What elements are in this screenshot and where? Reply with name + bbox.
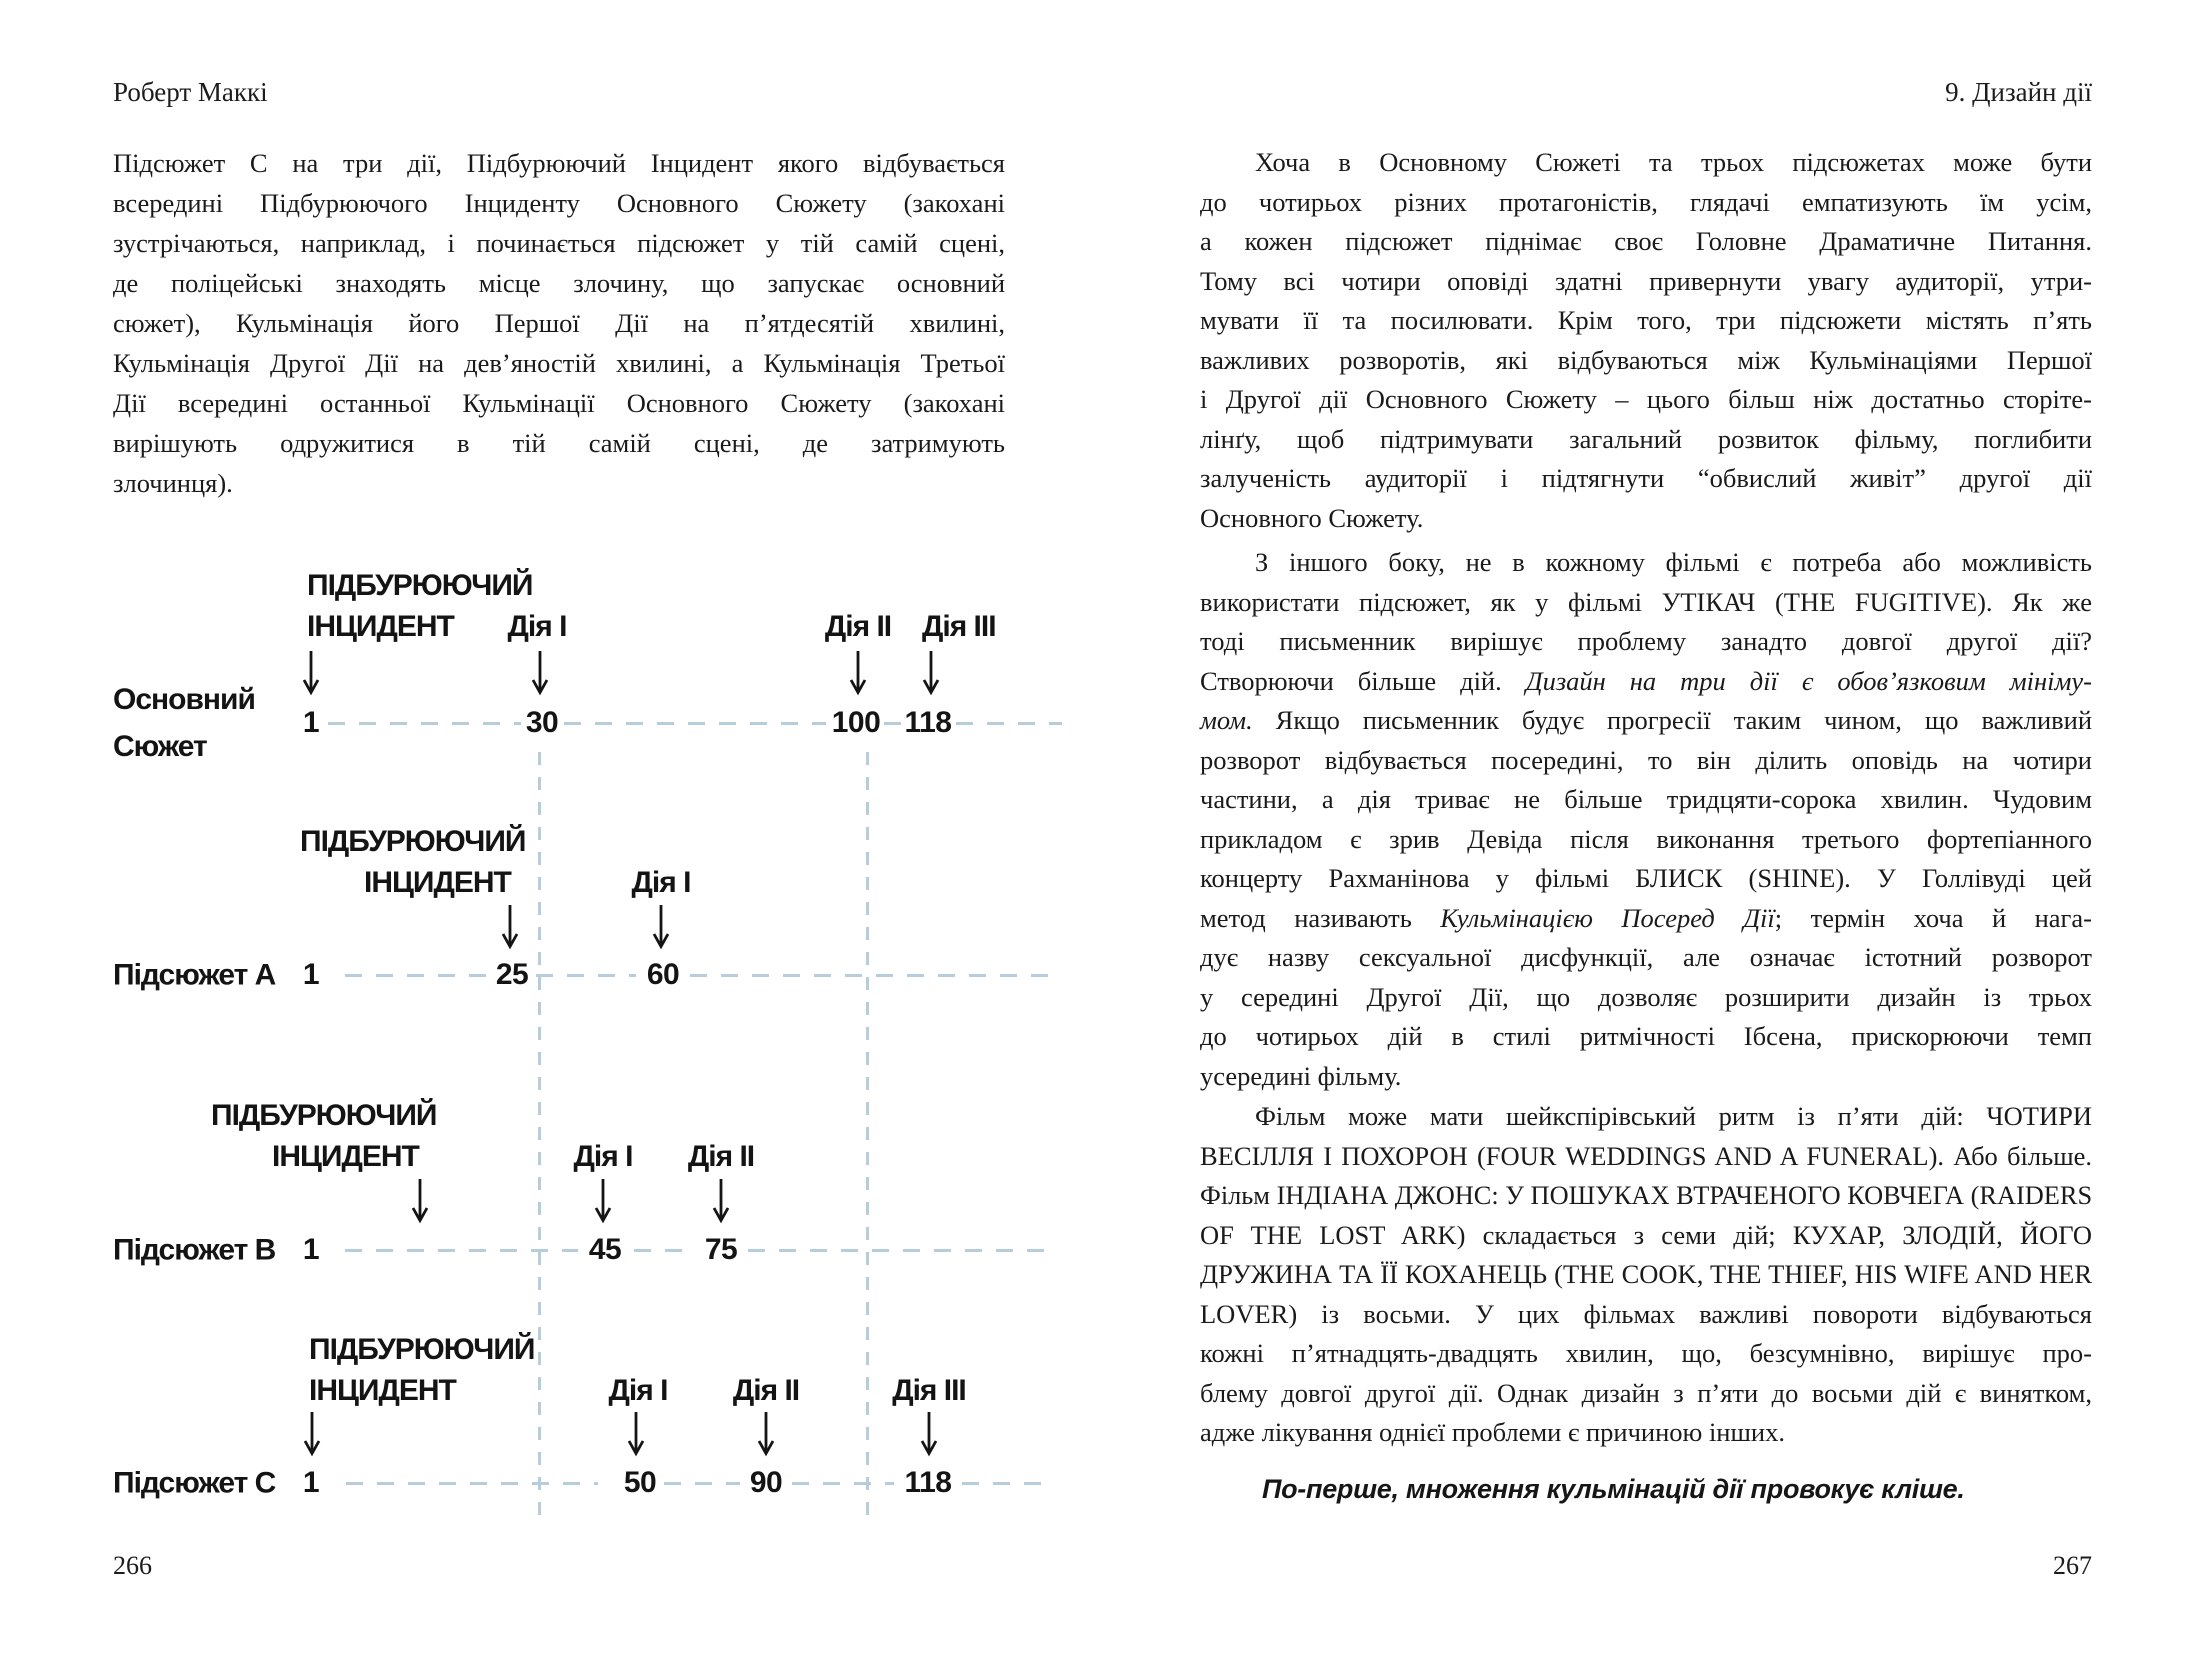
- text-line: [1200, 741, 2092, 781]
- callout-line: По-перше, множення кульмінацій дії провокує кліше.: [1262, 1474, 1965, 1504]
- page-number-right: 267: [2053, 1551, 2092, 1580]
- timeline-minute-number: 45: [588, 1233, 622, 1266]
- inciting-incident-label: ПІДБУРЮЮЧИЙ: [300, 825, 526, 858]
- act-label: Дія I: [631, 866, 691, 899]
- timeline-minute-number: 1: [302, 1466, 320, 1499]
- timeline-dashed-line: [792, 1482, 894, 1485]
- inciting-incident-label: ІНЦИДЕНТ: [307, 610, 454, 643]
- down-arrow-icon: [847, 650, 869, 696]
- text-run: Підсюжет С на три дії, Підбурюючий Інцидент якого відбувається: [113, 148, 1005, 178]
- text-line: [1200, 222, 2092, 262]
- inciting-incident-label: ІНЦИДЕНТ: [364, 866, 511, 899]
- text-run: і Другої дії Основного Сюжету – цього більш ніж достатньо сторіте-: [1200, 384, 2092, 414]
- text-run: до чотирьох дій в стилі ритмічності Ібсена, прискорюючи темп: [1200, 1021, 2092, 1051]
- down-arrow-icon: [300, 650, 322, 696]
- act-label: Дія I: [507, 610, 567, 643]
- text-run: Якщо письменник будує прогресії таким чином, що важливий: [1252, 705, 2092, 735]
- text-run: сюжет), Кульмінація його Першої Дії на п’ятдесятій хвилині,: [113, 308, 1005, 338]
- text-line: [1200, 499, 2092, 539]
- down-arrow-icon: [529, 650, 551, 696]
- text-line: [113, 143, 1005, 183]
- text-run: частини, а дія триває не більше тридцяти-сорока хвилин. Чудовим: [1200, 784, 2092, 814]
- text-run: Хоча в Основному Сюжеті та трьох підсюжетах може бути: [1255, 147, 2092, 177]
- timeline-dashed-line: [884, 722, 902, 725]
- inciting-incident-label: ІНЦИДЕНТ: [272, 1140, 419, 1173]
- timeline-minute-number: 75: [704, 1233, 738, 1266]
- down-arrow-icon: [592, 1178, 614, 1224]
- text-run: OF THE LOST ARK) складається з семи дій; КУХАР, ЗЛОДІЙ, ЙОГО: [1200, 1219, 2092, 1250]
- text-line: [1200, 820, 2092, 860]
- text-line: [1200, 662, 2092, 702]
- vertical-guide-dashed-line: [866, 752, 869, 1517]
- down-arrow-icon: [918, 1411, 940, 1457]
- text-run: мувати її та посилювати. Крім того, три підсюжети містять п’ять: [1200, 305, 2092, 335]
- text-run: прикладом є зрив Девіда після виконання третього фортепіанного: [1200, 823, 2092, 854]
- act-label: Дія II: [824, 610, 892, 643]
- text-run: дує назву сексуальної дисфункції, але означає істотний розворот: [1200, 942, 2092, 972]
- text-line: [1200, 183, 2092, 223]
- timeline-minute-number: 118: [904, 1466, 952, 1499]
- inciting-incident-label: ПІДБУРЮЮЧИЙ: [211, 1099, 437, 1132]
- inciting-incident-label: ІНЦИДЕНТ: [309, 1374, 456, 1407]
- down-arrow-icon: [409, 1178, 431, 1224]
- timeline-minute-number: 90: [749, 1466, 783, 1499]
- text-line: [1200, 899, 2092, 939]
- inciting-incident-label: ПІДБУРЮЮЧИЙ: [309, 1333, 535, 1366]
- row-label-subplot-a: [113, 952, 275, 999]
- down-arrow-icon: [920, 650, 942, 696]
- timeline-dashed-line: [564, 722, 826, 725]
- text-line: [1200, 1334, 2092, 1374]
- text-line: [1200, 459, 2092, 499]
- text-run: лінґу, щоб підтримувати загальний розвиток фільму, поглибити: [1200, 423, 2092, 454]
- down-arrow-icon: [650, 904, 672, 950]
- timeline-dashed-line: [536, 974, 636, 977]
- text-line: [113, 343, 1005, 383]
- text-line: [1200, 1176, 2093, 1216]
- text-line: [1200, 1413, 2092, 1453]
- text-line: [113, 383, 1005, 423]
- timeline-dashed-line: [346, 1482, 598, 1485]
- text-run: ДРУЖИНА ТА ЇЇ КОХАНЕЦЬ (THE COOK, THE THIEF, HIS WIFE AND HER: [1200, 1259, 2092, 1289]
- text-line: [1200, 420, 2092, 460]
- down-arrow-icon: [301, 1411, 323, 1457]
- text-run: розворот відбувається посередині, то він ділить оповідь на чотири: [1200, 744, 2092, 775]
- text-line: [113, 263, 1005, 303]
- act-label: Дія II: [687, 1140, 755, 1173]
- page-number-left: 266: [113, 1551, 152, 1580]
- text-run: кожні п’ятнадцять-двадцять хвилин, що, безсумнівно, вирішує про-: [1200, 1338, 2092, 1368]
- text-run: усередині фільму.: [1200, 1060, 1402, 1091]
- text-run: Фільм може мати шейкспірівський ритм із п’яти дій: ЧОТИРИ: [1255, 1101, 2092, 1131]
- text-run: концерту Рахманінова у фільмі БЛИСК (SHINE). У Голлівуді цей: [1200, 863, 2092, 893]
- timeline-dashed-line: [345, 1249, 578, 1252]
- down-arrow-icon: [499, 904, 521, 950]
- text-run: злочинця).: [113, 468, 233, 498]
- act-label: Дія II: [732, 1374, 800, 1407]
- text-run: Кульмінація Другої Дії на дев’яностій хвилині, а Кульмінація Третьої: [113, 348, 1005, 378]
- timeline-minute-number: 100: [831, 706, 881, 739]
- text-run: адже лікування однієї проблеми є причиною інших.: [1200, 1417, 1785, 1447]
- row-label-subplot-c: [113, 1460, 275, 1507]
- text-run: зустрічаються, наприклад, і починається підсюжет у тій самій сцені,: [113, 228, 1005, 258]
- vertical-guide-dashed-line: [538, 752, 541, 1517]
- text-line: [1200, 1017, 2092, 1057]
- text-run: Тому всі чотири оповіді здатні привернути увагу аудиторії, утри-: [1200, 265, 2092, 296]
- text-run: З іншого боку, не в кожному фільмі є потреба або можливість: [1255, 547, 2092, 577]
- timeline-dashed-line: [664, 1482, 740, 1485]
- down-arrow-icon: [625, 1411, 647, 1457]
- text-run: важливих розворотів, які відбуваються між Кульмінаціями Першої: [1200, 344, 2092, 375]
- text-run: Кульмінацією Посеред Дії: [1440, 902, 1775, 933]
- timeline-minute-number: 1: [302, 958, 320, 991]
- text-run: метод називають: [1200, 902, 1441, 933]
- timeline-minute-number: 50: [623, 1466, 657, 1499]
- inciting-incident-label: ПІДБУРЮЮЧИЙ: [307, 569, 533, 602]
- row-label-line: Підсюжет В: [113, 1233, 276, 1267]
- timeline-minute-number: 25: [495, 958, 529, 991]
- timeline-minute-number: 118: [904, 706, 952, 739]
- text-run: де поліцейські знаходять місце злочину, що запускає основний: [113, 268, 1005, 298]
- text-run: Фільм ІНДІАНА ДЖОНС: У ПОШУКАХ ВТРАЧЕНОГО КОВЧЕГА (RAIDERS: [1200, 1180, 2093, 1210]
- text-run: Основного Сюжету.: [1200, 502, 1424, 533]
- text-line: [1200, 262, 2092, 302]
- text-run: вирішують одружитися в тій самій сцені, де затримують: [113, 428, 1005, 458]
- timeline-dashed-line: [345, 974, 490, 977]
- text-run: тоді письменник вирішує проблему занадто довгої другої дії?: [1200, 626, 2092, 656]
- row-label-main-plot: [113, 676, 255, 770]
- row-label-line: Підсюжет А: [113, 958, 276, 992]
- timeline-minute-number: 60: [646, 958, 680, 991]
- timeline-dashed-line: [690, 974, 1056, 977]
- right-page-paragraph-2: [1200, 543, 2092, 1096]
- text-run: блему довгої другої дії. Однак дизайн з п’яти до восьми дій є винятком,: [1200, 1377, 2092, 1408]
- row-label-line: Підсюжет С: [113, 1466, 276, 1500]
- text-line: [1200, 341, 2092, 381]
- timeline-dashed-line: [328, 722, 521, 725]
- text-line: [1200, 859, 2092, 899]
- text-line: [1200, 701, 2092, 741]
- timeline-minute-number: 1: [302, 706, 320, 739]
- text-line: [113, 463, 1005, 503]
- act-label: Дія I: [573, 1140, 633, 1173]
- row-label-line: Сюжет: [113, 730, 207, 763]
- text-line: [1200, 1097, 2092, 1137]
- timeline-dashed-line: [962, 1482, 1050, 1485]
- text-run: ВЕСІЛЛЯ І ПОХОРОН (FOUR WEDDINGS AND A FUNERAL). Або більше.: [1200, 1140, 2092, 1171]
- text-line: [1200, 301, 2092, 341]
- text-line: [1200, 1137, 2092, 1177]
- text-run: Дії всередині останньої Кульмінації Основного Сюжету (закохані: [113, 388, 1005, 418]
- timeline-minute-number: 1: [302, 1233, 320, 1266]
- running-head-chapter: 9. Дизайн дії: [1945, 77, 2092, 107]
- text-run: залученість аудиторії і підтягнути “обвислий живіт” другої дії: [1200, 463, 2092, 493]
- text-run: Дизайн на три дії є обов’язковим мініму-: [1525, 665, 2092, 696]
- text-run: а кожен підсюжет піднімає своє Головне Драматичне Питання.: [1200, 226, 2092, 256]
- text-line: [1200, 938, 2092, 978]
- text-line: [113, 183, 1005, 223]
- text-run: всередині Підбурюючого Інциденту Основного Сюжету (закохані: [113, 188, 1005, 218]
- text-line: [113, 223, 1005, 263]
- right-page-paragraph-3: [1200, 1097, 2092, 1453]
- text-line: [1200, 1057, 2092, 1097]
- right-page-paragraph-1: [1200, 143, 2092, 538]
- left-page-paragraph: [113, 143, 1005, 503]
- timeline-dashed-line: [956, 722, 1062, 725]
- text-run: мом.: [1200, 705, 1253, 735]
- act-label: Дія III: [892, 1374, 966, 1407]
- timeline-dashed-line: [634, 1249, 696, 1252]
- text-line: [1200, 1374, 2092, 1414]
- act-label: Дія III: [922, 610, 996, 643]
- timeline-dashed-line: [748, 1249, 1056, 1252]
- act-label: Дія I: [608, 1374, 668, 1407]
- text-run: Створюючи більше дій.: [1200, 665, 1526, 696]
- text-line: [1200, 1216, 2092, 1256]
- text-line: [1200, 622, 2092, 662]
- timeline-minute-number: 30: [525, 706, 559, 739]
- text-line: [1200, 543, 2092, 583]
- text-run: у середині Другої Дії, що дозволяє розширити дизайн із трьох: [1200, 981, 2092, 1012]
- row-label-subplot-b: [113, 1227, 275, 1274]
- text-line: [1200, 380, 2092, 420]
- text-line: [1200, 978, 2092, 1018]
- text-line: [113, 423, 1005, 463]
- running-head-author: Роберт Маккі: [113, 77, 268, 107]
- text-line: [1200, 1295, 2092, 1335]
- text-run: ; термін хоча й нага-: [1774, 902, 2092, 933]
- text-run: до чотирьох різних протагоністів, глядачі емпатизують їм усім,: [1200, 186, 2092, 217]
- text-line: [1200, 143, 2092, 183]
- text-line: [1200, 583, 2092, 623]
- row-label-line: Основний: [113, 683, 255, 716]
- text-line: [113, 303, 1005, 343]
- down-arrow-icon: [710, 1178, 732, 1224]
- text-line: [1200, 780, 2092, 820]
- text-line: [1200, 1255, 2092, 1295]
- text-run: використати підсюжет, як у фільмі УТІКАЧ (THE FUGITIVE). Як же: [1200, 586, 2092, 617]
- text-run: LOVER) із восьми. У цих фільмах важливі повороти відбуваються: [1200, 1298, 2092, 1329]
- down-arrow-icon: [755, 1411, 777, 1457]
